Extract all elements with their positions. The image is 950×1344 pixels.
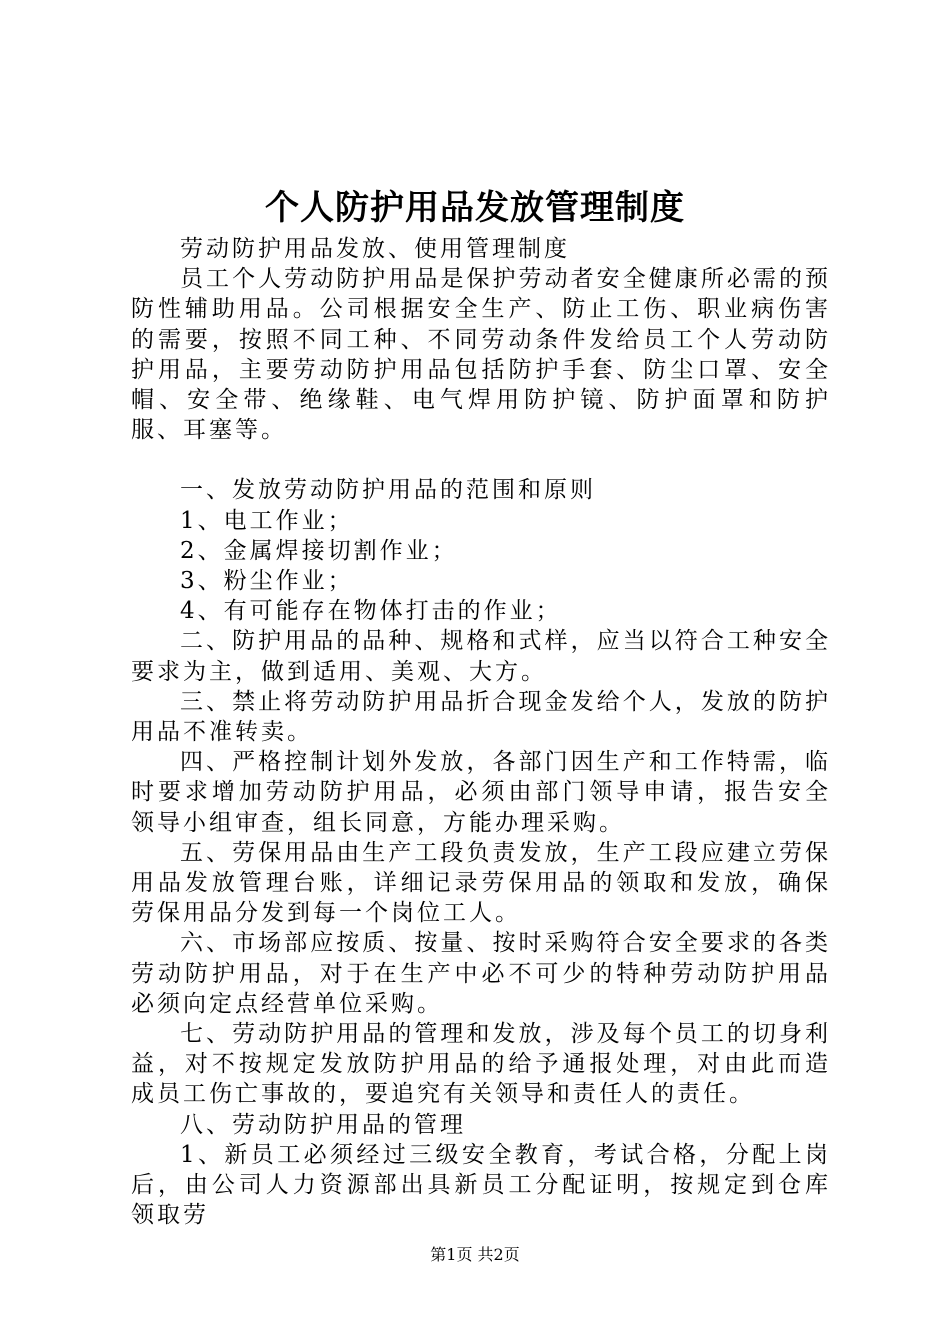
paragraph-section-7: 七、劳动防护用品的管理和发放，涉及每个员工的切身利益，对不按规定发放防护用品的给予通报处理，对由此而造成员工伤亡事故的，要追究有关领导和责任人的责任。 <box>131 1021 831 1108</box>
document-body <box>131 234 831 1231</box>
paragraph-section-5: 五、劳保用品由生产工段负责发放，生产工段应建立劳保用品发放管理台账，详细记录劳保用品的领取和发放，确保劳保用品分发到每一个岗位工人。 <box>131 839 831 927</box>
paragraph-item-3: 3、粉尘作业； <box>180 568 354 595</box>
paragraph-section-4: 四、严格控制计划外发放，各部门因生产和工作特需，临时要求增加劳动防护用品，必须由部门领导申请，报告安全领导小组审查，组长同意，方能办理采购。 <box>131 749 831 836</box>
page-footer: 第1页 共2页 <box>430 1245 520 1264</box>
document-title: 个人防护用品发放管理制度 <box>265 188 685 228</box>
paragraph-section-2: 二、防护用品的品种、规格和式样，应当以符合工种安全要求为主，做到适用、美观、大方。 <box>131 628 831 685</box>
paragraph-subtitle: 劳动防护用品发放、使用管理制度 <box>180 236 570 262</box>
paragraph-item-4: 4、有可能存在物体打击的作业； <box>180 598 562 625</box>
paragraph-section-3: 三、禁止将劳动防护用品折合现金发给个人，发放的防护用品不准转卖。 <box>131 688 831 746</box>
paragraph-section-8: 八、劳动防护用品的管理 <box>180 1111 466 1138</box>
paragraph-intro: 员工个人劳动防护用品是保护劳动者安全健康所必需的预防性辅助用品。公司根据安全生产、防止工伤、职业病伤害的需要，按照不同工种、不同劳动条件发给员工个人劳动防护用品，主要劳动防护用品包括防护手套、防尘口罩、安全帽、安全带、绝缘鞋、电气焊用防护镜、防护面罩和防护服、耳塞等。 <box>131 266 831 444</box>
paragraph-section-1: 一、发放劳动防护用品的范围和原则 <box>180 477 596 504</box>
paragraph-section-8-item-1: 1、新员工必须经过三级安全教育，考试合格，分配上岗后，由公司人力资源部出具新员工分配证明，按规定到仓库领取劳 <box>131 1141 831 1229</box>
paragraph-item-2: 2、金属焊接切割作业； <box>180 537 458 564</box>
paragraph-item-1: 1、电工作业； <box>180 507 354 534</box>
paragraph-section-6: 六、市场部应按质、按量、按时采购符合安全要求的各类劳动防护用品，对于在生产中必不可少的特种劳动防护用品必须向定点经营单位采购。 <box>131 930 831 1017</box>
